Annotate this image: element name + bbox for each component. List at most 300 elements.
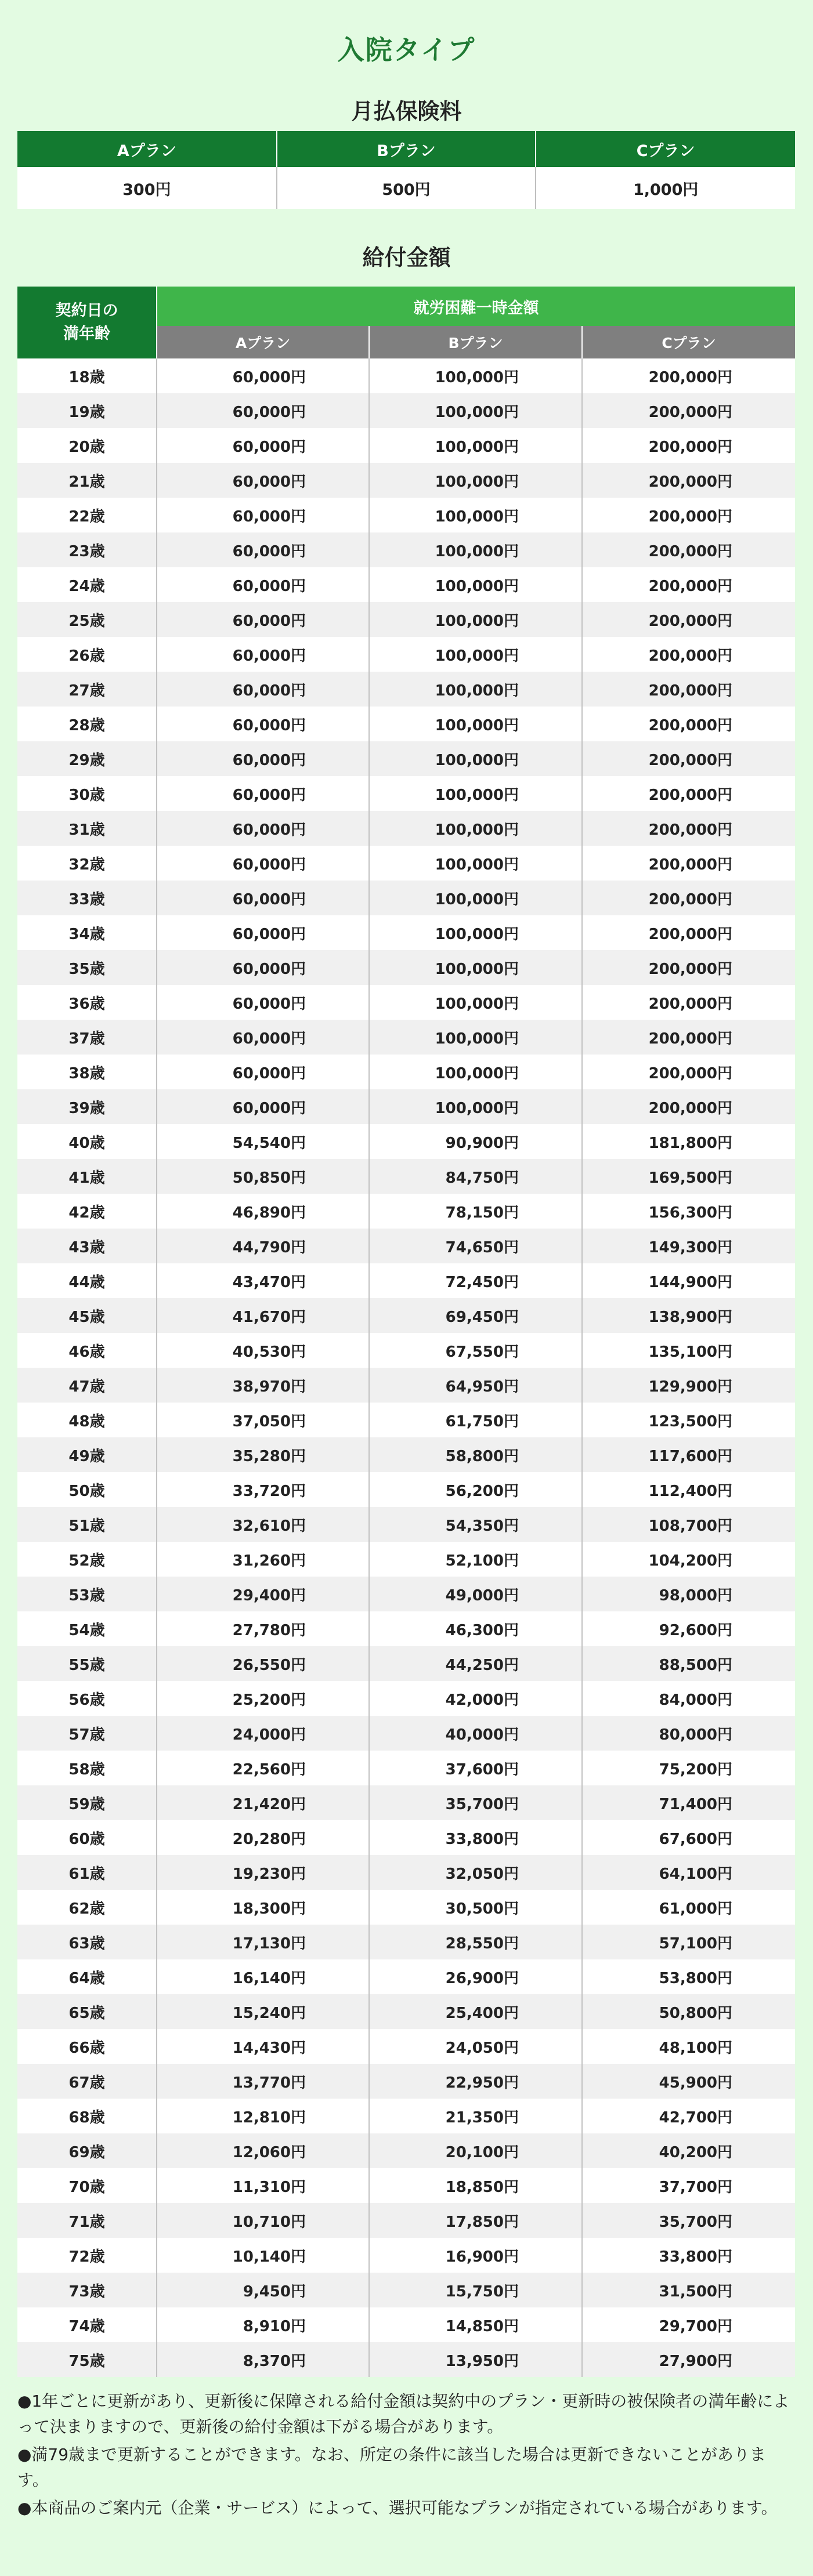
age-cell: 47歳 [17,1368,157,1403]
age-cell: 24歳 [17,567,157,602]
plan-c-amount-cell: 200,000円 [582,672,795,707]
plan-c-amount-cell: 200,000円 [582,463,795,498]
table-row [17,2133,795,2168]
plan-b-amount-cell: 49,000円 [369,1577,582,1611]
premium-value-row [17,167,795,209]
premium-value-plan-c: 1,000円 [536,167,795,209]
plan-c-amount-cell: 200,000円 [582,1020,795,1055]
plan-b-amount-cell: 17,850円 [369,2203,582,2238]
plan-a-amount-cell: 50,850円 [157,1159,369,1194]
table-row [17,1055,795,1089]
age-cell: 64歳 [17,1959,157,1994]
plan-c-amount-cell: 29,700円 [582,2307,795,2342]
table-row [17,2099,795,2133]
table-row [17,1855,795,1890]
plan-c-amount-cell: 129,900円 [582,1368,795,1403]
plan-c-amount-cell: 53,800円 [582,1959,795,1994]
table-row [17,950,795,985]
plan-b-amount-cell: 15,750円 [369,2273,582,2307]
benefit-table-body [17,358,795,2377]
age-cell: 28歳 [17,707,157,741]
table-row [17,358,795,393]
plan-a-amount-cell: 60,000円 [157,1020,369,1055]
plan-b-amount-cell: 32,050円 [369,1855,582,1890]
plan-c-amount-cell: 84,000円 [582,1681,795,1716]
premium-header-plan-a: Aプラン [17,131,277,167]
plan-c-amount-cell: 31,500円 [582,2273,795,2307]
age-cell: 73歳 [17,2273,157,2307]
table-row [17,2307,795,2342]
age-cell: 62歳 [17,1890,157,1925]
plan-c-amount-cell: 149,300円 [582,1229,795,1263]
plan-a-amount-cell: 12,060円 [157,2133,369,2168]
plan-c-amount-cell: 50,800円 [582,1994,795,2029]
plan-a-amount-cell: 60,000円 [157,672,369,707]
age-cell: 68歳 [17,2099,157,2133]
plan-b-amount-cell: 46,300円 [369,1611,582,1646]
plan-a-amount-cell: 29,400円 [157,1577,369,1611]
age-column-header [17,287,157,358]
age-cell: 37歳 [17,1020,157,1055]
plan-c-amount-cell: 37,700円 [582,2168,795,2203]
premium-header-plan-b: Bプラン [277,131,536,167]
table-row [17,707,795,741]
age-cell: 42歳 [17,1194,157,1229]
plan-c-amount-cell: 61,000円 [582,1890,795,1925]
table-row [17,1124,795,1159]
table-row [17,637,795,672]
plan-c-amount-cell: 45,900円 [582,2064,795,2099]
table-row [17,1890,795,1925]
table-row [17,1820,795,1855]
premium-header-row [17,131,795,167]
plan-b-amount-cell: 28,550円 [369,1925,582,1959]
table-row [17,1368,795,1403]
plan-b-amount-cell: 52,100円 [369,1542,582,1577]
plan-b-amount-cell: 100,000円 [369,1089,582,1124]
table-row [17,2342,795,2377]
plan-b-amount-cell: 100,000円 [369,741,582,776]
plan-c-amount-cell: 144,900円 [582,1263,795,1298]
plan-b-amount-cell: 56,200円 [369,1472,582,1507]
table-row [17,1925,795,1959]
plan-a-amount-cell: 35,280円 [157,1437,369,1472]
age-cell: 52歳 [17,1542,157,1577]
plan-b-amount-cell: 61,750円 [369,1403,582,1437]
table-row [17,1646,795,1681]
age-cell: 59歳 [17,1785,157,1820]
plan-a-amount-cell: 40,530円 [157,1333,369,1368]
plan-a-amount-cell: 60,000円 [157,428,369,463]
plan-b-amount-cell: 18,850円 [369,2168,582,2203]
age-cell: 70歳 [17,2168,157,2203]
benefit-header-row [17,287,795,326]
plan-b-amount-cell: 74,650円 [369,1229,582,1263]
plan-b-amount-cell: 30,500円 [369,1890,582,1925]
benefit-header-plan-c: Cプラン [582,326,795,358]
note-item: ●満79歳まで更新することができます。なお、所定の条件に該当した場合は更新できないことがあります。 [17,2445,766,2490]
table-row [17,1298,795,1333]
age-cell: 54歳 [17,1611,157,1646]
plan-a-amount-cell: 60,000円 [157,811,369,846]
plan-a-amount-cell: 43,470円 [157,1263,369,1298]
plan-a-amount-cell: 32,610円 [157,1507,369,1542]
plan-b-amount-cell: 100,000円 [369,358,582,393]
table-row [17,1437,795,1472]
premium-section-title: 月払保険料 [351,99,462,124]
table-row [17,532,795,567]
age-column-header-label: 契約日の 満年齢 [55,302,118,343]
plan-c-amount-cell: 64,100円 [582,1855,795,1890]
plan-b-amount-cell: 22,950円 [369,2064,582,2099]
table-row [17,2203,795,2238]
age-cell: 29歳 [17,741,157,776]
plan-c-amount-cell: 75,200円 [582,1751,795,1785]
plan-c-amount-cell: 200,000円 [582,950,795,985]
plan-a-amount-cell: 17,130円 [157,1925,369,1959]
plan-b-amount-cell: 100,000円 [369,532,582,567]
plan-a-amount-cell: 33,720円 [157,1472,369,1507]
plan-a-amount-cell: 60,000円 [157,846,369,881]
plan-b-amount-cell: 100,000円 [369,463,582,498]
table-row [17,2029,795,2064]
plan-c-amount-cell: 117,600円 [582,1437,795,1472]
plan-c-amount-cell: 88,500円 [582,1646,795,1681]
plan-a-amount-cell: 18,300円 [157,1890,369,1925]
plan-a-amount-cell: 13,770円 [157,2064,369,2099]
age-cell: 72歳 [17,2238,157,2273]
plan-a-amount-cell: 20,280円 [157,1820,369,1855]
plan-c-amount-cell: 200,000円 [582,428,795,463]
age-cell: 26歳 [17,637,157,672]
plan-a-amount-cell: 60,000円 [157,637,369,672]
lump-sum-group-header: 就労困難一時金額 [157,287,795,326]
age-cell: 22歳 [17,498,157,532]
table-row [17,602,795,637]
table-row [17,1194,795,1229]
plan-b-amount-cell: 64,950円 [369,1368,582,1403]
plan-a-amount-cell: 60,000円 [157,741,369,776]
benefit-header-plan-a: Aプラン [157,326,369,358]
plan-b-amount-cell: 42,000円 [369,1681,582,1716]
plan-c-amount-cell: 135,100円 [582,1333,795,1368]
table-row [17,1472,795,1507]
plan-c-amount-cell: 200,000円 [582,393,795,428]
age-cell: 71歳 [17,2203,157,2238]
plan-c-amount-cell: 200,000円 [582,567,795,602]
plan-c-amount-cell: 80,000円 [582,1716,795,1751]
plan-c-amount-cell: 98,000円 [582,1577,795,1611]
table-row [17,428,795,463]
plan-a-amount-cell: 60,000円 [157,602,369,637]
table-row [17,1577,795,1611]
plan-b-amount-cell: 54,350円 [369,1507,582,1542]
table-row [17,915,795,950]
plan-b-amount-cell: 58,800円 [369,1437,582,1472]
age-cell: 40歳 [17,1124,157,1159]
plan-a-amount-cell: 27,780円 [157,1611,369,1646]
premium-value-plan-a: 300円 [17,167,277,209]
plan-b-amount-cell: 26,900円 [369,1959,582,1994]
age-cell: 58歳 [17,1751,157,1785]
age-cell: 51歳 [17,1507,157,1542]
plan-b-amount-cell: 20,100円 [369,2133,582,2168]
plan-a-amount-cell: 38,970円 [157,1368,369,1403]
table-row [17,2064,795,2099]
plan-c-amount-cell: 138,900円 [582,1298,795,1333]
plan-b-amount-cell: 100,000円 [369,498,582,532]
table-row [17,1959,795,1994]
benefit-header-plan-b: Bプラン [369,326,582,358]
plan-b-amount-cell: 25,400円 [369,1994,582,2029]
age-cell: 55歳 [17,1646,157,1681]
age-cell: 23歳 [17,532,157,567]
age-cell: 46歳 [17,1333,157,1368]
plan-a-amount-cell: 60,000円 [157,567,369,602]
age-cell: 19歳 [17,393,157,428]
age-cell: 39歳 [17,1089,157,1124]
age-cell: 56歳 [17,1681,157,1716]
age-cell: 25歳 [17,602,157,637]
plan-a-amount-cell: 60,000円 [157,1055,369,1089]
plan-c-amount-cell: 112,400円 [582,1472,795,1507]
plan-a-amount-cell: 10,140円 [157,2238,369,2273]
plan-c-amount-cell: 33,800円 [582,2238,795,2273]
plan-a-amount-cell: 10,710円 [157,2203,369,2238]
age-cell: 60歳 [17,1820,157,1855]
plan-a-amount-cell: 41,670円 [157,1298,369,1333]
note-item: ●1年ごとに更新があり、更新後に保障される給付金額は契約中のプラン・更新時の被保険者の満年齢によって決まりますので、更新後の給付金額は下がる場合があります。 [17,2392,790,2436]
age-cell: 35歳 [17,950,157,985]
plan-a-amount-cell: 60,000円 [157,498,369,532]
plan-b-amount-cell: 100,000円 [369,393,582,428]
table-row [17,2168,795,2203]
age-cell: 53歳 [17,1577,157,1611]
plan-a-amount-cell: 15,240円 [157,1994,369,2029]
table-row [17,1089,795,1124]
plan-b-amount-cell: 100,000円 [369,985,582,1020]
plan-c-amount-cell: 40,200円 [582,2133,795,2168]
table-row [17,776,795,811]
plan-b-amount-cell: 33,800円 [369,1820,582,1855]
table-row [17,1263,795,1298]
plan-b-amount-cell: 90,900円 [369,1124,582,1159]
plan-c-amount-cell: 200,000円 [582,881,795,915]
plan-c-amount-cell: 123,500円 [582,1403,795,1437]
plan-b-amount-cell: 100,000円 [369,707,582,741]
plan-a-amount-cell: 60,000円 [157,707,369,741]
age-cell: 44歳 [17,1263,157,1298]
plan-a-amount-cell: 25,200円 [157,1681,369,1716]
plan-a-amount-cell: 60,000円 [157,463,369,498]
plan-c-amount-cell: 108,700円 [582,1507,795,1542]
plan-a-amount-cell: 60,000円 [157,881,369,915]
age-cell: 66歳 [17,2029,157,2064]
age-cell: 48歳 [17,1403,157,1437]
plan-a-amount-cell: 60,000円 [157,915,369,950]
age-cell: 32歳 [17,846,157,881]
table-row [17,567,795,602]
table-row [17,1751,795,1785]
plan-a-amount-cell: 9,450円 [157,2273,369,2307]
table-row [17,498,795,532]
premium-value-plan-b: 500円 [277,167,536,209]
table-row [17,985,795,1020]
plan-c-amount-cell: 200,000円 [582,602,795,637]
plan-c-amount-cell: 200,000円 [582,846,795,881]
plan-c-amount-cell: 200,000円 [582,532,795,567]
plan-a-amount-cell: 60,000円 [157,776,369,811]
age-cell: 67歳 [17,2064,157,2099]
table-row [17,1159,795,1194]
plan-b-amount-cell: 24,050円 [369,2029,582,2064]
plan-b-amount-cell: 100,000円 [369,567,582,602]
table-row [17,741,795,776]
plan-c-amount-cell: 35,700円 [582,2203,795,2238]
age-cell: 33歳 [17,881,157,915]
table-row [17,1681,795,1716]
plan-a-amount-cell: 54,540円 [157,1124,369,1159]
plan-a-amount-cell: 14,430円 [157,2029,369,2064]
age-cell: 69歳 [17,2133,157,2168]
plan-c-amount-cell: 181,800円 [582,1124,795,1159]
plan-b-amount-cell: 16,900円 [369,2238,582,2273]
plan-a-amount-cell: 46,890円 [157,1194,369,1229]
plan-c-amount-cell: 42,700円 [582,2099,795,2133]
table-row [17,846,795,881]
table-row [17,1403,795,1437]
plan-c-amount-cell: 92,600円 [582,1611,795,1646]
premium-table [17,131,795,209]
plan-a-amount-cell: 16,140円 [157,1959,369,1994]
plan-c-amount-cell: 200,000円 [582,915,795,950]
benefit-section-title: 給付金額 [362,245,451,270]
table-row [17,1333,795,1368]
plan-b-amount-cell: 78,150円 [369,1194,582,1229]
age-cell: 41歳 [17,1159,157,1194]
plan-b-amount-cell: 100,000円 [369,915,582,950]
notes [17,2389,795,2523]
plan-b-amount-cell: 100,000円 [369,950,582,985]
plan-b-amount-cell: 100,000円 [369,846,582,881]
plan-b-amount-cell: 100,000円 [369,1020,582,1055]
plan-c-amount-cell: 200,000円 [582,707,795,741]
table-row [17,393,795,428]
note-item: ●本商品のご案内元（企業・サービス）によって、選択可能なプランが指定されている場合があります。 [17,2498,778,2517]
benefit-table [17,287,795,2377]
table-row [17,1542,795,1577]
plan-b-amount-cell: 69,450円 [369,1298,582,1333]
plan-a-amount-cell: 60,000円 [157,393,369,428]
age-cell: 45歳 [17,1298,157,1333]
plan-c-amount-cell: 104,200円 [582,1542,795,1577]
plan-b-amount-cell: 44,250円 [369,1646,582,1681]
table-row [17,1785,795,1820]
plan-a-amount-cell: 60,000円 [157,985,369,1020]
plan-b-amount-cell: 100,000円 [369,428,582,463]
plan-b-amount-cell: 100,000円 [369,811,582,846]
table-row [17,1611,795,1646]
age-cell: 36歳 [17,985,157,1020]
age-cell: 49歳 [17,1437,157,1472]
age-cell: 65歳 [17,1994,157,2029]
plan-b-amount-cell: 40,000円 [369,1716,582,1751]
page-title: 入院タイプ [337,34,476,66]
plan-c-amount-cell: 200,000円 [582,1089,795,1124]
plan-a-amount-cell: 31,260円 [157,1542,369,1577]
age-cell: 34歳 [17,915,157,950]
plan-b-amount-cell: 100,000円 [369,881,582,915]
plan-b-amount-cell: 14,850円 [369,2307,582,2342]
plan-c-amount-cell: 57,100円 [582,1925,795,1959]
plan-b-amount-cell: 67,550円 [369,1333,582,1368]
age-cell: 57歳 [17,1716,157,1751]
table-row [17,811,795,846]
plan-a-amount-cell: 60,000円 [157,1089,369,1124]
plan-a-amount-cell: 21,420円 [157,1785,369,1820]
plan-a-amount-cell: 8,370円 [157,2342,369,2377]
age-cell: 38歳 [17,1055,157,1089]
plan-a-amount-cell: 8,910円 [157,2307,369,2342]
plan-c-amount-cell: 200,000円 [582,1055,795,1089]
table-row [17,1507,795,1542]
age-cell: 74歳 [17,2307,157,2342]
table-row [17,672,795,707]
plan-c-amount-cell: 169,500円 [582,1159,795,1194]
plan-c-amount-cell: 200,000円 [582,741,795,776]
plan-c-amount-cell: 200,000円 [582,358,795,393]
plan-a-amount-cell: 24,000円 [157,1716,369,1751]
plan-c-amount-cell: 67,600円 [582,1820,795,1855]
age-cell: 27歳 [17,672,157,707]
plan-a-amount-cell: 60,000円 [157,950,369,985]
plan-c-amount-cell: 200,000円 [582,776,795,811]
premium-header-plan-c: Cプラン [536,131,795,167]
plan-c-amount-cell: 71,400円 [582,1785,795,1820]
plan-b-amount-cell: 100,000円 [369,672,582,707]
plan-b-amount-cell: 84,750円 [369,1159,582,1194]
plan-a-amount-cell: 60,000円 [157,532,369,567]
age-cell: 30歳 [17,776,157,811]
age-cell: 21歳 [17,463,157,498]
age-cell: 50歳 [17,1472,157,1507]
table-row [17,2273,795,2307]
age-cell: 31歳 [17,811,157,846]
plan-c-amount-cell: 200,000円 [582,637,795,672]
plan-a-amount-cell: 44,790円 [157,1229,369,1263]
table-row [17,881,795,915]
age-cell: 20歳 [17,428,157,463]
table-row [17,1020,795,1055]
plan-c-amount-cell: 48,100円 [582,2029,795,2064]
plan-b-amount-cell: 13,950円 [369,2342,582,2377]
age-cell: 61歳 [17,1855,157,1890]
plan-a-amount-cell: 19,230円 [157,1855,369,1890]
plan-b-amount-cell: 100,000円 [369,602,582,637]
plan-b-amount-cell: 100,000円 [369,776,582,811]
age-cell: 43歳 [17,1229,157,1263]
age-cell: 75歳 [17,2342,157,2377]
table-row [17,1716,795,1751]
plan-b-amount-cell: 72,450円 [369,1263,582,1298]
table-row [17,1229,795,1263]
age-cell: 18歳 [17,358,157,393]
table-row [17,1994,795,2029]
plan-c-amount-cell: 200,000円 [582,985,795,1020]
plan-a-amount-cell: 11,310円 [157,2168,369,2203]
plan-c-amount-cell: 200,000円 [582,811,795,846]
plan-c-amount-cell: 27,900円 [582,2342,795,2377]
